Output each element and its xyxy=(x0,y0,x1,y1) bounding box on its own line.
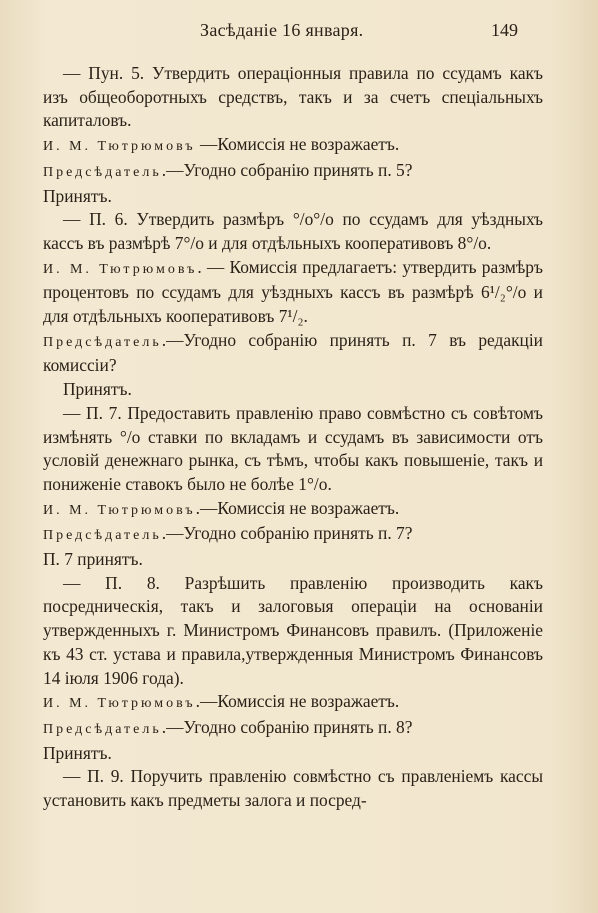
paragraph xyxy=(43,62,543,133)
paragraph xyxy=(43,716,543,742)
paragraph-text: .—Комиссія не возражаетъ. xyxy=(195,691,400,712)
paragraph xyxy=(43,159,543,185)
running-head xyxy=(0,18,598,46)
running-title: Засѣданіе 16 января. xyxy=(200,20,364,40)
paragraph xyxy=(43,690,543,716)
paragraph-text: —Комиссія не возражаетъ. xyxy=(195,134,400,155)
paragraph-text: Принятъ. xyxy=(63,379,132,400)
paragraph xyxy=(43,548,543,572)
paragraph-text: — П. 7. Предоставить правленію право совмѣстно съ совѣтомъ измѣнять °/о ставки по вкладамъ и ссудамъ въ зависимости отъ условій денежнаго рынка, съ тѣмъ, чтобы какъ повышеніе, такъ и пониженіе ставокъ было не болѣе 1°/о. xyxy=(43,402,543,494)
paragraph-text: — П. 9. Поручить правленію совмѣстно съ правленіемъ кассы установить какъ предметы залога и посред- xyxy=(43,766,543,811)
paragraph-text: .—Угодно собранію принять п. 5? xyxy=(161,159,413,180)
speaker-name: И. М. Тютрюмовъ xyxy=(43,139,196,155)
speaker-name: И. М. Тютрюмовъ xyxy=(43,261,198,277)
paragraph xyxy=(43,256,543,329)
paragraph xyxy=(43,497,543,523)
paragraph-text: — П. 6. Утвердить размѣръ °/о°/о по ссудамъ для уѣздныхъ кассъ въ размѣрѣ 7°/о и для отдѣльныхъ кооперативовъ 8°/о. xyxy=(43,209,543,253)
page-number: 149 xyxy=(491,20,518,40)
paragraph xyxy=(43,742,543,766)
paragraph-text: .—Угодно собранію принять п. 8? xyxy=(161,716,413,737)
paragraph xyxy=(43,329,543,378)
paragraph xyxy=(43,522,543,548)
paragraph xyxy=(43,572,543,691)
speaker-name: Предсѣдатель xyxy=(43,334,162,350)
paragraph-text: .—Угодно собранію принять п. 7? xyxy=(161,523,413,544)
paragraph-text: Принятъ. xyxy=(43,185,112,206)
speaker-name: И. М. Тютрюмовъ xyxy=(43,502,196,518)
paragraph-text: . — Комиссія предлагаетъ: утвердить размѣръ процентовъ по ссудамъ для уѣздныхъ кассъ въ размѣрѣ 6¹/₂°/о и для отдѣльныхъ кооперативовъ 7¹/₂. xyxy=(43,256,543,327)
paragraph xyxy=(43,133,543,159)
speaker-name: Предсѣдатель xyxy=(43,721,162,737)
speaker-name: Предсѣдатель xyxy=(43,164,162,180)
paragraph-text: .—Угодно собранію принять п. 7 въ редакціи комиссіи? xyxy=(43,329,543,376)
paragraph xyxy=(43,378,543,402)
paragraph-text: — Пун. 5. Утвердить операціонныя правила по ссудамъ какъ изъ общеоборотныхъ средствъ, такъ и за счетъ спеціальныхъ капиталовъ. xyxy=(43,63,543,131)
speaker-name: Предсѣдатель xyxy=(43,528,162,544)
paragraph xyxy=(43,185,543,209)
paragraph xyxy=(43,402,543,497)
paragraph xyxy=(43,765,543,812)
paragraph xyxy=(43,208,543,255)
page-body xyxy=(43,62,543,813)
paragraph-text: .—Комиссія не возражаетъ. xyxy=(195,497,400,518)
paragraph-text: Принятъ. xyxy=(43,742,112,763)
paragraph-text: П. 7 принятъ. xyxy=(43,549,143,570)
speaker-name: И. М. Тютрюмовъ xyxy=(43,696,196,712)
paragraph-text: — П. 8. Разрѣшить правленію производить какъ посредническія, такъ и залоговыя операціи на основаніи утвержденныхъ г. Министромъ Финансовъ правилъ. (Приложеніе къ 43 ст. устава и правила,утвержденныя Министромъ Финансовъ 14 іюля 1906 года). xyxy=(43,572,543,688)
